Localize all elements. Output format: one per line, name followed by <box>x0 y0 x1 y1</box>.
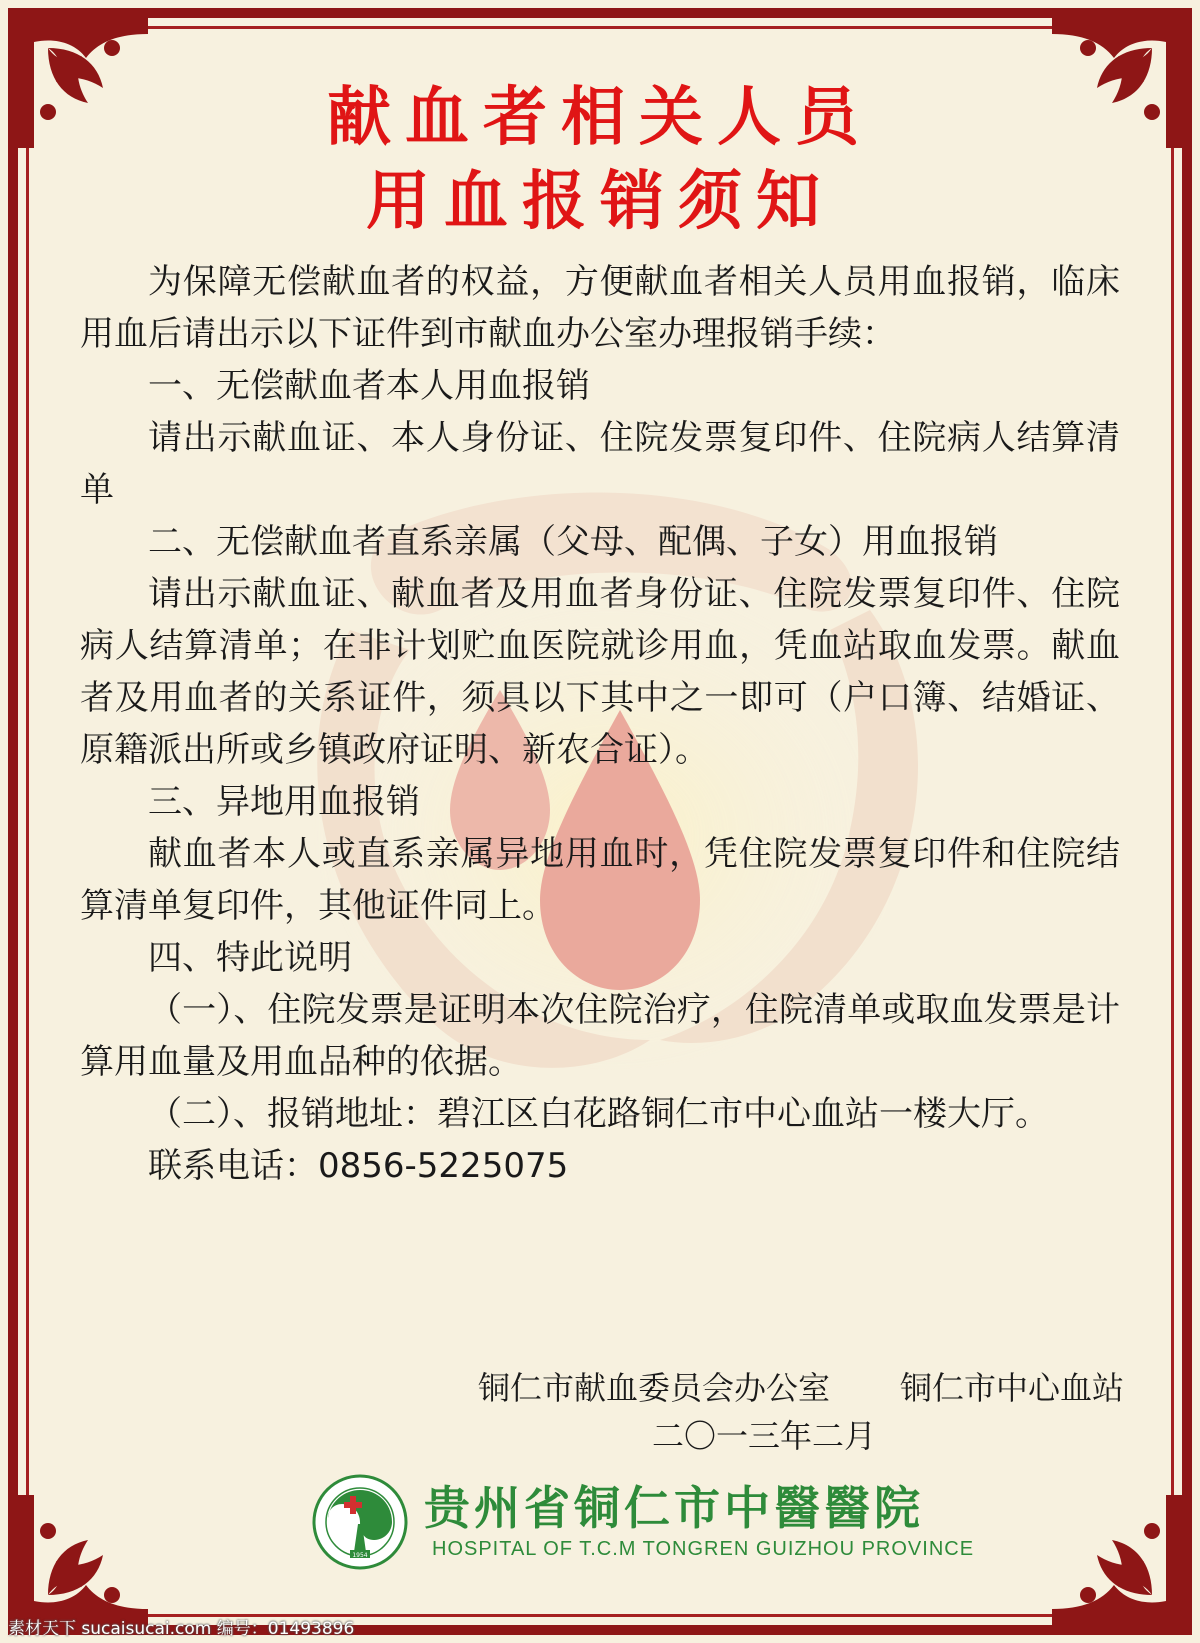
signature-org1: 铜仁市献血委员会办公室 <box>477 1369 830 1407</box>
corner-ornament-icon <box>1042 1485 1192 1635</box>
watermark-text: 素材天下 sucaisucai.com 编号：01493896 <box>8 1619 355 1639</box>
signature-date: 二〇一三年二月 <box>651 1417 876 1455</box>
section3-text: 献血者本人或直系亲属异地用血时，凭住院发票复印件和住院结算清单复印件，其他证件同上。 <box>80 834 1120 926</box>
hospital-logo-icon <box>312 1474 408 1570</box>
section4-item2: （二）、报销地址：碧江区白花路铜仁市中心血站一楼大厅。 <box>148 1094 1049 1134</box>
logo-year: 1954 <box>352 1552 368 1559</box>
signature-org2: 铜仁市中心血站 <box>899 1369 1124 1407</box>
notice-body <box>80 256 1120 1192</box>
section4-item1: （一）、住院发票是证明本次住院治疗，住院清单或取血发票是计算用血量及用血品种的依据。 <box>80 990 1120 1082</box>
page-title-line2: 用血报销须知 <box>366 165 834 239</box>
intro-paragraph: 为保障无偿献血者的权益，方便献血者相关人员用血报销，临床用血后请出示以下证件到市献血办公室办理报销手续： <box>80 262 1120 354</box>
section4-heading: 四、特此说明 <box>148 938 352 978</box>
hospital-name-en: HOSPITAL OF T.C.M TONGREN GUIZHOU PROVINCE <box>432 1538 975 1560</box>
section1-heading: 一、无偿献血者本人用血报销 <box>148 366 590 406</box>
page-title-line1: 献血者相关人员 <box>327 81 873 155</box>
hospital-name-cn: 贵州省铜仁市中醫醫院 <box>424 1481 924 1535</box>
contact-phone: 联系电话：0856-5225075 <box>148 1146 569 1186</box>
corner-ornament-icon <box>8 1485 158 1635</box>
section2-heading: 二、无偿献血者直系亲属（父母、配偶、子女）用血报销 <box>148 522 998 562</box>
section3-heading: 三、异地用血报销 <box>148 782 420 822</box>
section1-text: 请出示献血证、本人身份证、住院发票复印件、住院病人结算清单 <box>80 418 1120 510</box>
section2-text: 请出示献血证、献血者及用血者身份证、住院发票复印件、住院病人结算清单；在非计划贮血医院就诊用血，凭血站取血发票。献血者及用血者的关系证件，须具以下其中之一即可（户口簿、结婚证、原籍派出所或乡镇政府证明、新农合证）。 <box>80 574 1120 770</box>
signature-orgs <box>0 1364 1124 1412</box>
